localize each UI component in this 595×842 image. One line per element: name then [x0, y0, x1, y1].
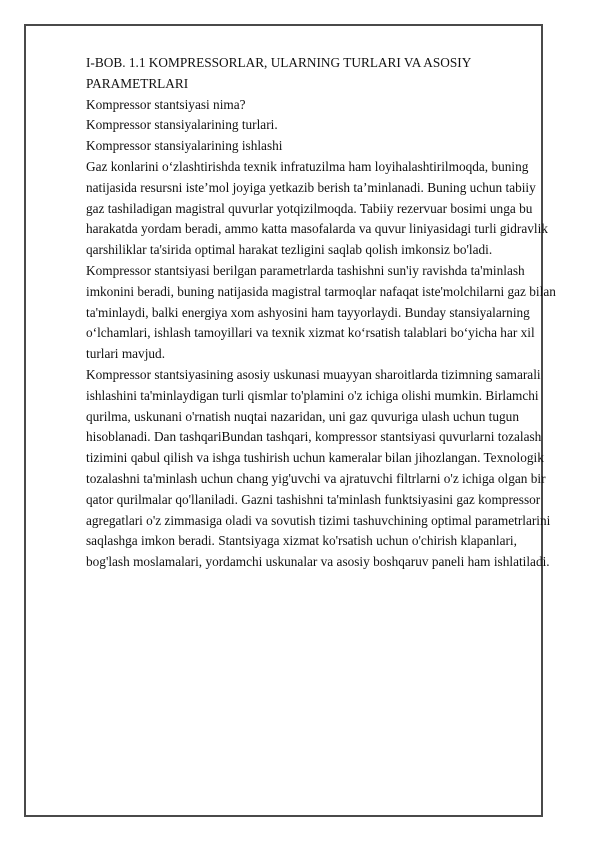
paragraph-2: Kompressor stantsiyasining asosiy uskunasi muayyan sharoitlarda tizimning samarali ishlashini ta'minlaydigan turli qismlar to'plamini o'z ichiga olishi mumkin. Birlamchi qurilma, uskunani o'rnatish nuqtai nazaridan, uni gaz quvuriga ulash uchun tugun hisoblanadi. Dan tashqariBundan tashqari, kompressor stantsiyasi quvurlarni tozalash tizimini qabul qilish va ishga tushirish uchun kameralar bilan jihozlangan. Texnologik tozalashni ta'minlash uchun chang yig'uvchi va ajratuvchi filtrlarni o'z ichiga olgan bir qator qurilmalar qo'llaniladi. Gazni tashishni ta'minlash funktsiyasini gaz kompressor agregatlari o'z zimmasiga oladi va sovutish tizimi tashuvchining optimal parametrlarini saqlashga imkon beradi. Stantsiyaga xizmat ko'rsatish uchun o'chirish klapanlari, bog'lash moslamalari, yordamchi uskunalar va asosiy boshqaruv paneli ham ishlatiladi.: [86, 366, 551, 570]
chapter-heading-line-2: PARAMETRLARI: [86, 75, 189, 91]
toc-item-1: Kompressor stantsiyasi nima?: [86, 96, 246, 112]
toc-item-3: Kompressor stansiyalarining ishlashi: [86, 138, 283, 154]
chapter-heading-line-1: I-BOB. 1.1 KOMPRESSORLAR, ULARNING TURLARI VA ASOSIY: [86, 55, 472, 70]
paragraph-1: Gaz konlarini o‘zlashtirishda texnik infratuzilma ham loyihalashtirilmoqda, buning natijasida resursni iste’mol joyiga yetkazib berish ta’minlanadi. Buning uchun tabiiy gaz tashiladigan magistral quvurlar yotqizilmoqda. Tabiiy rezervuar bosimi unga bu harakatda yordam beradi, ammo katta masofalarda va quvur liniyasidagi turli gidravlik qarshiliklar ta'sirida optimal harakat tezligini saqlab qolish imkonsiz bo'ladi. Kompressor stantsiyasi berilgan parametrlarda tashishni sun'iy ravishda ta'minlash imkonini beradi, buning natijasida magistral tarmoqlar nafaqat iste'molchilarni gaz bilan ta'minlaydi, balki energiya xom ashyosini ham tayyorlaydi. Bunday stansiyalarning o‘lchamlari, ishlash tamoyillari va texnik xizmat ko‘rsatish talablari bo‘yicha har xil turlari mavjud.: [86, 158, 556, 362]
toc-item-2: Kompressor stansiyalarining turlari.: [86, 117, 278, 133]
document-body: [86, 53, 556, 573]
